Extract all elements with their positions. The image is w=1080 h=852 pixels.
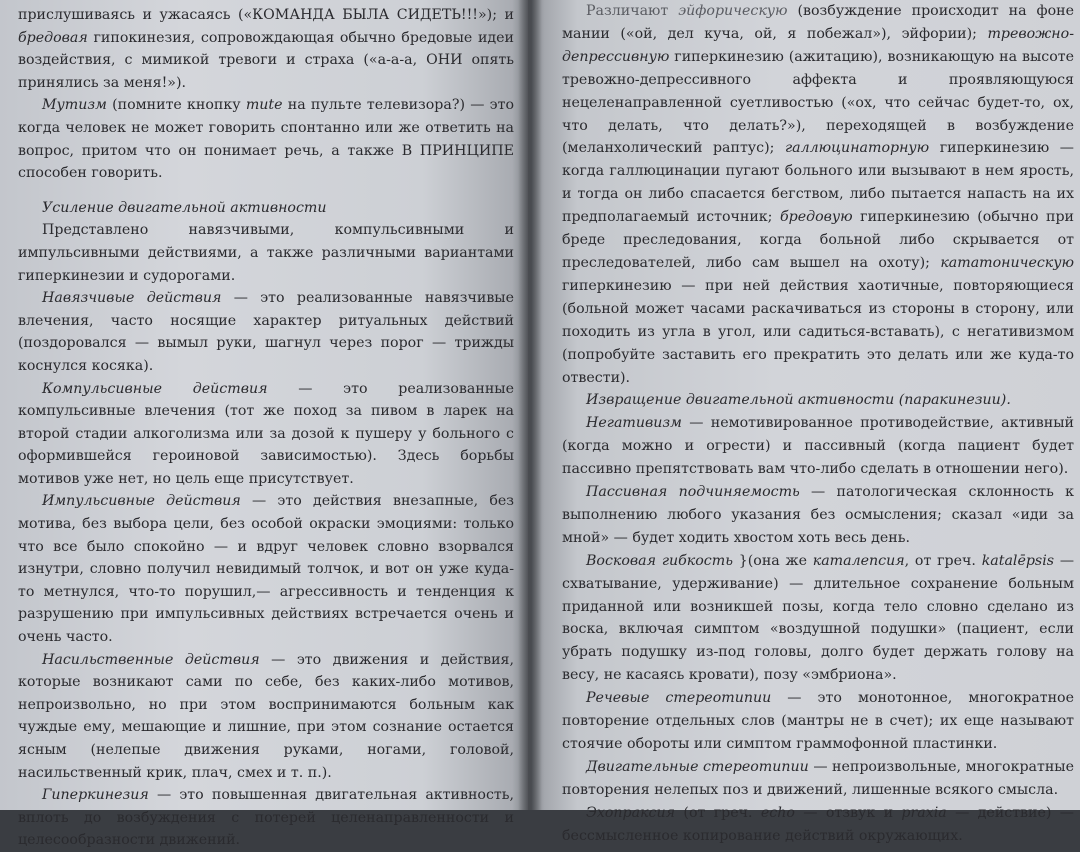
term-catatonic: кататоническую [940,254,1074,271]
text-span: Различают [586,3,679,19]
term-echo: echo [760,804,795,821]
text-span: прислушиваясь и ужасаясь («КОМАНДА БЫЛА СИДЕТЬ!!!»); и [18,7,514,23]
text-span: — это повышенная двигательная активность, вплоть до возбуждения с потерей целенаправленности и целесообразности движений. [18,787,514,849]
paragraph-obsessive-actions [18,287,514,377]
text-span: — непроизвольные, многократные повторения нелепых поз и движений, лишенные всякого смысла. [562,758,1074,798]
text-span: гипокинезия, сопровождающая обычно бредовые идеи воздействия, с мимикой тревоги и страха («а-а-а, ОНИ опять принялись за меня!»). [18,29,514,91]
term-delusional: бредовую [779,209,853,226]
term-anxious-depressive: тревожно-депрессивную [562,25,1074,65]
paragraph-hyperkinesia [18,784,514,852]
paragraph-waxy-flexibility [562,550,1074,687]
text-span: — это реализованные компульсивные влечения (тот же поход за пивом в ларек на второй стадии алкоголизма или за дозой к пушеру у больного с оформившейся героиновой зависимостью). Здесь борьбы мотивов уже нет, но цель еще присутствует. [18,380,514,487]
text-span: гиперкинезию (обычно при бреде преследования, когда больной либо скрывается от преследователей, либо сам вышел на охоту); [562,209,1074,271]
term-obsessive-actions: Навязчивые действия [42,290,222,307]
heading-parakinesia: Извращение двигательной активности (паракинезии). [586,392,1011,409]
text-span: (возбуждение происходит на фоне мании («ой, дел куча, ой, я побежал»), эйфории); [562,3,1075,42]
text-span: — немотивированное противодействие, активный (когда можно и огрести) и пассивный (когда пациент будет пассивно препятствовать вам что-либо сделать в отношении него). [562,415,1074,478]
term-speech-stereotypies: Речевые стереотипии [586,690,772,707]
term-hyperkinesia: Гиперкинезия [42,787,149,804]
term-motor-stereotypies: Двигательные стереотипии [586,758,809,775]
text-span: гиперкинезию — при ней действия хаотичные, повторяющиеся (больной может часами раскачиваться из стороны в сторону, или походить из угла в угол, или садиться-вставать), с негативизмом (попробуйте заставить его прекратить это делать или же куда-то отвести). [562,277,1074,386]
text-span: (от греч. [675,804,761,821]
paragraph-negativism [562,412,1074,481]
term-echopraxia: Эхопраксия [586,804,676,821]
term-hallucinatory: галлюцинаторную [784,140,930,157]
text-span: гиперкинезию (ажитацию), возникающую на высоте тревожно-депрессивного аффекта и проявляющуюся нецеленаправленной суетливостью («ох, что сейчас будет-то, ох, что делать, что делать?»), переходящей в возбуждение (меланхолический раптус); [562,48,1074,157]
paragraph-compulsive-actions [18,378,514,491]
text-span: гиперкинезию — когда галлюцинации пугают больного или вызывают в нем ярость, и тогда он либо спасается бегством, либо пытается напасть на их предполагаемый источник; [562,140,1074,226]
term-waxy-flexibility: Восковая гибкость [586,552,733,569]
term-negativism: Негативизм [586,415,682,432]
term-praxia: praxia [901,804,947,821]
paragraph-motor-stereotypies [562,756,1074,802]
text-span: , от греч. [904,552,982,569]
paragraph-speech-stereotypies [562,687,1074,756]
term-euphoric: эйфорическую [678,3,788,19]
paragraph-distinguish [562,0,1074,389]
text-span: (помните кнопку [106,97,246,114]
text-span: — патологическая склонность к выполнению любого указания без осмысления; сказал «иди за мной» — будет ходить хвостом хоть весь день. [562,484,1074,546]
term-passive-obedience: Пассивная подчиняемость [586,484,800,501]
text-span: — схватывание, удерживание) — длительное сохранение больным приданной или возникшей позы, когда тело словно сделано из воска, включая симптом «воздушной подушки» (пациент, если убрать подушку из-под головы, долго будет держать голову на весу, не касаясь кровати), позу «эмбриона». [562,552,1075,684]
text-span: — это реализованные навязчивые влечения, часто носящие характер ритуальных действий (поздоровался — вымыл руки, шагнул через порог — трижды коснулся косяка). [18,290,514,374]
paragraph-passive-obedience [562,481,1074,550]
paragraph-impulsive-actions [18,490,514,648]
text-span: — это действия внезапные, без мотива, без выбора цели, без особой окраски эмоциями: только что все было спокойно — и вдруг человек словно взорвался изнутри, словно получил невидимый толчок, и вот он уже куда-то метнулся, что-то порушил,— агрессивность и тенденция к разрушению при импульсивных действиях встречается очень и очень часто. [18,493,515,646]
text-span: — это движения и действия, которые возникают сами по себе, без каких-либо мотивов, непроизвольно, но при этом воспринимаются больным как чуждые ему, мешающие и лишние, при этом сознание остается ясным (нелепые движения руками, ногами, головой, насильственный крик, плач, смех и т. п.). [18,651,514,781]
paragraph-violent-actions [18,649,514,785]
term-delusional-hypokinesia: бредовая [18,29,88,46]
paragraph-continuation [18,4,514,94]
text-span: — отзвук и [794,804,902,821]
text-span: — действие) — бессмысленное копирование действий окружающих. [562,804,1074,844]
text-span: }(она же [732,552,813,569]
heading-increase-motor-activity: Усиление двигательной активности [42,199,327,216]
term-mute: mute [245,97,283,114]
term-compulsive-actions: Компульсивные действия [42,380,268,397]
term-impulsive-actions: Импульсивные действия [42,493,241,510]
paragraph-mutism [18,94,514,184]
right-page [528,0,1080,844]
text-span: — это монотонное, многократное повторение отдельных слов (мантры не в счет); их еще называют стоячие обороты или симптом граммофонной пластинки. [562,690,1074,752]
left-page [0,0,528,849]
term-katalepsis: katalēpsis [981,552,1055,569]
term-violent-actions: Насильственные действия [42,651,260,668]
term-catalepsy: каталепсия [812,552,905,569]
paragraph-represented: Представлено навязчивыми, компульсивными и импульсивными действиями, а также различными вариантами гиперкинезии и судорогами. [18,222,514,284]
text-span: на пульте телевизора?) — это когда человек не может говорить спонтанно или же ответить на вопрос, притом что он понимает речь, а также В ПРИНЦИПЕ способен говорить. [18,97,514,182]
term-mutism: Мутизм [42,97,107,114]
paragraph-echopraxia [562,802,1074,848]
